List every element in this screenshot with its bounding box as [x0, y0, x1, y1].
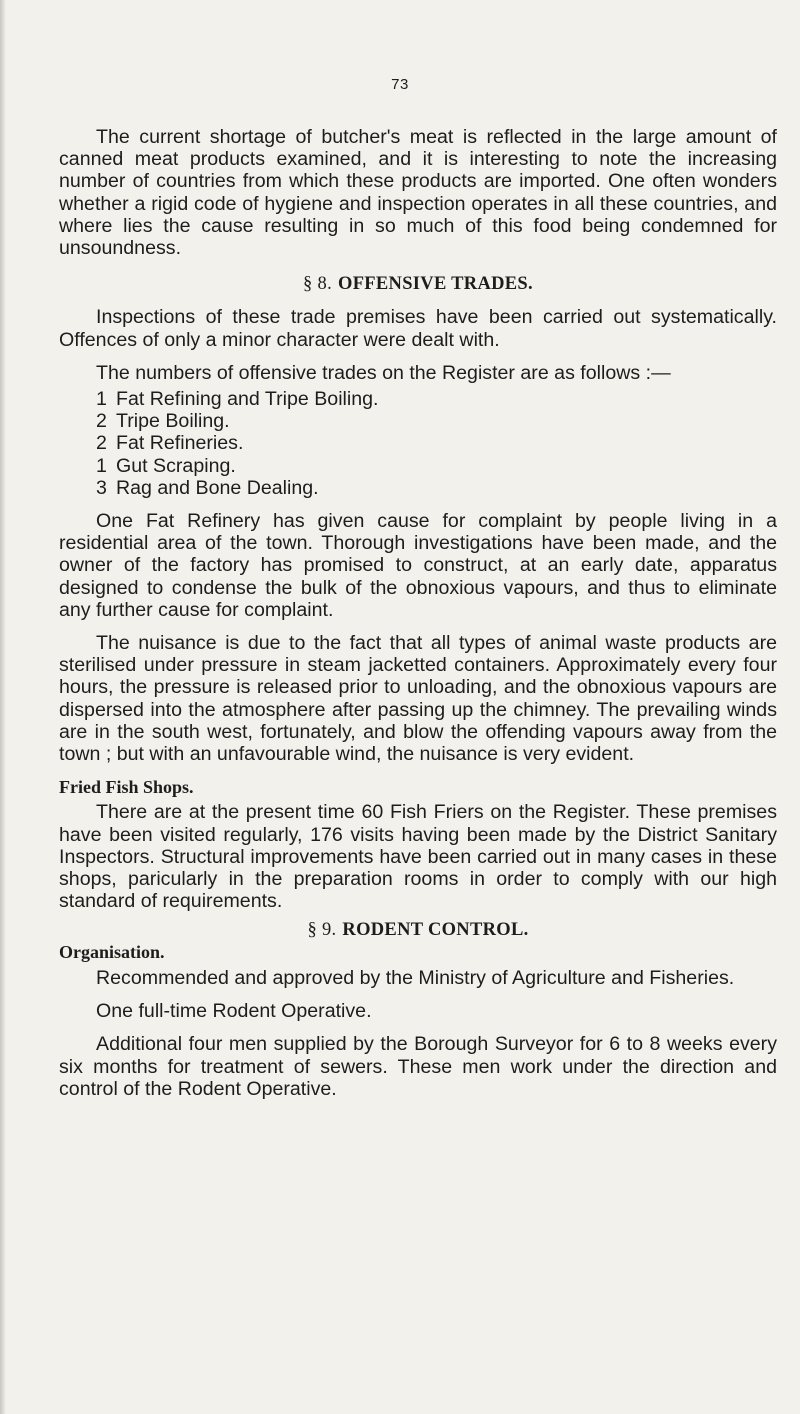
- section-9-heading: [59, 919, 777, 941]
- list-item: 2 Fat Refineries.: [96, 432, 244, 455]
- list-item: 1 Gut Scraping.: [96, 454, 236, 477]
- intro-paragraph: The current shortage of butcher's meat is reflected in the large amount of canned meat products examined, and it is interesting to note the increasing number of countries from which these products are imported. One often wonders whether a rigid code of hygiene and inspection operates in all these countries, and where lies the cause resulting in so much of this food being condemned for unsoundness.: [59, 126, 777, 260]
- section-8-title: OFFENSIVE TRADES.: [338, 274, 533, 295]
- list-item: 2 Tripe Boiling.: [96, 410, 230, 433]
- section-8-heading: [59, 273, 777, 295]
- section-9-title: RODENT CONTROL.: [342, 919, 529, 940]
- fish-shops-paragraph: There are at the present time 60 Fish Friers on the Register. These premises have been visited regularly, 176 visits having been made by the District Sanitary Inspectors. Structural improvements have been carried out in many cases in these shops, paricularly in the preparation rooms in order to comply with our high standard of requirements.: [59, 801, 777, 913]
- fried-fish-shops-subheading: Fried Fish Shops.: [59, 777, 194, 798]
- inspections-paragraph: Inspections of these trade premises have been carried out systematically. Offences of only a minor character were dealt with.: [59, 306, 777, 351]
- offensive-trades-list: [59, 388, 777, 499]
- operative-paragraph: One full-time Rodent Operative.: [96, 1000, 372, 1023]
- additional-men-paragraph: Additional four men supplied by the Borough Surveyor for 6 to 8 weeks every six months for treatment of sewers. These men work under the direction and control of the Rodent Operative.: [59, 1033, 777, 1100]
- nuisance-paragraph: The nuisance is due to the fact that all types of animal waste products are sterilised under pressure in steam jacketted containers. Approximately every four hours, the pressure is released prior to unloading, and the obnoxious vapours are dispersed into the atmosphere after passing up the chimney. The prevailing winds are in the south west, fortunately, and blow the offending vapours away from the town ; but with an unfavourable wind, the nuisance is very evident.: [59, 632, 777, 766]
- recommended-paragraph: Recommended and approved by the Ministry of Agriculture and Fisheries.: [96, 966, 735, 989]
- page-number: 73: [391, 76, 409, 93]
- fat-refinery-paragraph: One Fat Refinery has given cause for complaint by people living in a residential area of the town. Thorough investigations have been made, and the owner of the factory has promised to construct, at an early date, apparatus designed to condense the bulk of the obnoxious vapours, and thus to eliminate any further cause for complaint.: [59, 510, 777, 621]
- register-intro-paragraph: The numbers of offensive trades on the Register are as follows :—: [96, 361, 671, 384]
- page-body: [59, 126, 777, 1100]
- page-edge-shadow: [0, 0, 6, 1414]
- organisation-subheading: Organisation.: [59, 941, 165, 962]
- section-9-number: § 9.: [307, 919, 337, 940]
- section-8-number: § 8.: [303, 274, 332, 295]
- list-item: 3 Rag and Bone Dealing.: [96, 476, 319, 499]
- list-item: 1 Fat Refining and Tripe Boiling.: [96, 388, 379, 411]
